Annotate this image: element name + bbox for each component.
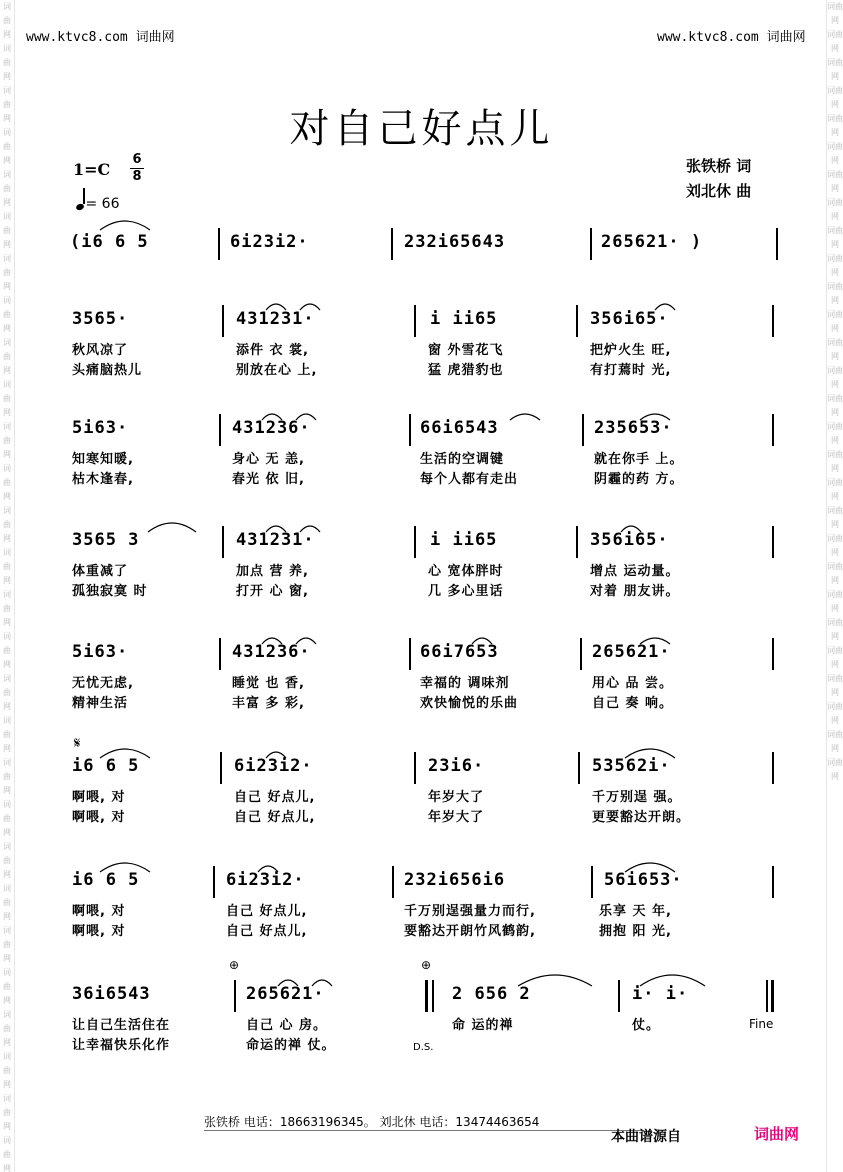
lyric: 春光 依 旧,: [232, 472, 305, 487]
lyric: 年岁大了: [428, 810, 485, 825]
barline: [582, 414, 584, 446]
footer-divider: [204, 1130, 644, 1131]
barline: [772, 638, 774, 670]
measure: 232i65643: [404, 232, 506, 252]
lyric: 自己 好点儿,: [226, 904, 308, 919]
measure: 5i63·: [72, 642, 129, 662]
lyric: 自己 奏 响。: [592, 696, 674, 711]
header-site-left[interactable]: www.ktvc8.com 词曲网: [26, 30, 175, 45]
barline-double: [425, 980, 428, 1012]
lyric: 更要豁达开朗。: [592, 810, 691, 825]
lyric: 自己 好点儿,: [234, 810, 316, 825]
lyric: 自己 好点儿,: [226, 924, 308, 939]
lyric: 头痛脑热儿: [72, 363, 143, 378]
measure: 235653·: [594, 418, 673, 438]
lyric: 啊喂, 对: [72, 810, 126, 825]
measure: 66i7653: [420, 642, 499, 662]
barline: [234, 980, 236, 1012]
lyric: 增点 运动量。: [590, 564, 680, 579]
lyric: 加点 营 养,: [236, 564, 309, 579]
lyric: 让幸福快乐化作: [72, 1038, 171, 1053]
measure: 356i65·: [590, 309, 669, 329]
barline: [219, 414, 221, 446]
measure: i· i·: [632, 984, 689, 1004]
barline: [414, 752, 416, 784]
barline: [772, 526, 774, 558]
lyric: 对着 朋友讲。: [590, 584, 680, 599]
lyric: 啊喂, 对: [72, 904, 126, 919]
barline-final: [771, 980, 774, 1012]
composer-credit: 刘北休 曲: [686, 182, 752, 200]
measure: (i6 6 5: [70, 232, 149, 252]
barline: [218, 228, 220, 260]
barline: [222, 526, 224, 558]
measure: 431231·: [236, 309, 315, 329]
coda-sign: ⊕: [421, 958, 432, 972]
measure: i6 6 5: [72, 870, 140, 890]
lyric: 幸福的 调味剂: [420, 676, 510, 691]
lyric: 精神生活: [72, 696, 129, 711]
header-site-right[interactable]: www.ktvc8.com 词曲网: [657, 30, 806, 45]
lyric: 就在你手 上。: [594, 452, 684, 467]
song-title: 对自己好点儿: [289, 106, 554, 152]
measure: 431236·: [232, 418, 311, 438]
lyric: 自己 心 房。: [246, 1018, 328, 1033]
barline: [766, 980, 768, 1012]
barline: [772, 752, 774, 784]
fine-mark: Fine: [749, 1017, 774, 1031]
barline: [414, 526, 416, 558]
lyric: 命运的禅 仗。: [246, 1038, 336, 1053]
lyric: 猛 虎猎豹也: [428, 363, 504, 378]
barline: [222, 305, 224, 337]
lyric: 心 宽体胖时: [428, 564, 504, 579]
lyric: 千万别逞 强。: [592, 790, 682, 805]
lyric: 睡觉 也 香,: [232, 676, 305, 691]
barline: [392, 866, 394, 898]
lyric: 把炉火生 旺,: [590, 343, 672, 358]
barline: [219, 638, 221, 670]
lyric: 有打蔫时 光,: [590, 363, 672, 378]
barline: [618, 980, 620, 1012]
side-watermark-right: 词曲网 词曲网 词曲网 词曲网 词曲网 词曲网 词曲网 词曲网 词曲网 词曲网 词曲网 词曲网 词曲网 词曲网 词曲网 词曲网 词曲网 词曲网 词曲网 词曲网 词曲网 词曲网 词曲网 词曲网 词曲网 词曲网 词曲网 词曲网: [826, 0, 843, 1172]
measure: 265621·: [592, 642, 671, 662]
measure: 66i6543: [420, 418, 499, 438]
barline: [213, 866, 215, 898]
measure: 3565·: [72, 309, 129, 329]
lyric: 仗。: [632, 1018, 661, 1033]
measure: 6i23i2·: [226, 870, 305, 890]
measure: 56i653·: [604, 870, 683, 890]
lyric: 无忧无虑,: [72, 676, 134, 691]
barline: [772, 305, 774, 337]
lyric: 啊喂, 对: [72, 790, 126, 805]
measure: 431236·: [232, 642, 311, 662]
measure: 265621· ): [601, 232, 703, 252]
tempo-marking: [76, 192, 120, 212]
lyric: 阴霾的药 方。: [594, 472, 684, 487]
segno-sign: 𝄋: [74, 734, 81, 752]
lyric: 别放在心 上,: [236, 363, 318, 378]
lyric: 要豁达开朗竹风鹤韵,: [404, 924, 536, 939]
key-signature: 1=C: [73, 160, 111, 179]
measure: i ii65: [430, 530, 498, 550]
measure: i6 6 5: [72, 756, 140, 776]
lyric: 千万别逞强量力而行,: [404, 904, 536, 919]
barline: [580, 638, 582, 670]
measure: 3565 3: [72, 530, 140, 550]
lyric: 丰富 多 彩,: [232, 696, 305, 711]
measure: 2 656 2: [452, 984, 531, 1004]
barline: [576, 305, 578, 337]
lyric: 拥抱 阳 光,: [599, 924, 672, 939]
time-signature: [130, 152, 144, 185]
lyric: 添件 衣 裳,: [236, 343, 309, 358]
lyric: 几 多心里话: [428, 584, 504, 599]
measure: 265621·: [246, 984, 325, 1004]
measure: 5i63·: [72, 418, 129, 438]
lyric: 知寒知暖,: [72, 452, 134, 467]
measure: 431231·: [236, 530, 315, 550]
measure: 53562i·: [592, 756, 671, 776]
contact-info: 张铁桥 电话：18663196345。 刘北休 电话：13474463654: [204, 1115, 540, 1129]
lyric: 秋风凉了: [72, 343, 129, 358]
barline: [432, 980, 434, 1012]
source-label: 本曲谱源自: [611, 1129, 681, 1145]
lyric: 用心 品 尝。: [592, 676, 674, 691]
time-sig-top: 6: [132, 152, 142, 167]
barline: [409, 414, 411, 446]
barline: [414, 305, 416, 337]
barline: [578, 752, 580, 784]
lyric: 枯木逢春,: [72, 472, 134, 487]
side-watermark-left: 词曲网 词曲网 词曲网 词曲网 词曲网 词曲网 词曲网 词曲网 词曲网 词曲网 词曲网 词曲网 词曲网 词曲网 词曲网 词曲网 词曲网 词曲网 词曲网 词曲网 词曲网 词曲网 词曲网 词曲网 词曲网 词曲网 词曲网 词曲网: [0, 0, 15, 1172]
lyric: 打开 心 窗,: [236, 584, 309, 599]
lyric: 让自己生活住在: [72, 1018, 171, 1033]
measure: i ii65: [430, 309, 498, 329]
lyric: 啊喂, 对: [72, 924, 126, 939]
measure: 23i6·: [428, 756, 485, 776]
lyric: 年岁大了: [428, 790, 485, 805]
site-logo[interactable]: 词曲网: [754, 1125, 800, 1143]
measure: 6i23i2·: [230, 232, 309, 252]
barline: [772, 866, 774, 898]
barline: [590, 228, 592, 260]
barline: [776, 228, 778, 260]
barline: [576, 526, 578, 558]
lyric: 每个人都有走出: [420, 472, 519, 487]
measure: 356i65·: [590, 530, 669, 550]
ds-mark: D.S.: [413, 1042, 434, 1053]
coda-sign: ⊕: [229, 958, 240, 972]
lyric: 体重减了: [72, 564, 129, 579]
lyricist-credit: 张铁桥 词: [686, 157, 752, 175]
measure: 232i656i6: [404, 870, 506, 890]
barline: [220, 752, 222, 784]
barline: [409, 638, 411, 670]
barline: [591, 866, 593, 898]
lyric: 命 运的禅: [452, 1018, 514, 1033]
lyric: 孤独寂寞 时: [72, 584, 148, 599]
lyric: 身心 无 恙,: [232, 452, 305, 467]
lyric: 乐享 天 年,: [599, 904, 672, 919]
time-sig-bottom: 8: [130, 168, 144, 185]
measure: 6i23i2·: [234, 756, 313, 776]
note-stem: [83, 188, 85, 204]
tempo-value: = 66: [85, 196, 120, 212]
lyric: 窗 外雪花飞: [428, 343, 504, 358]
barline: [391, 228, 393, 260]
quarter-note-icon: [75, 203, 85, 211]
lyric: 生活的空调键: [420, 452, 505, 467]
lyric: 欢快愉悦的乐曲: [420, 696, 519, 711]
measure: 36i6543: [72, 984, 151, 1004]
lyric: 自己 好点儿,: [234, 790, 316, 805]
barline: [772, 414, 774, 446]
